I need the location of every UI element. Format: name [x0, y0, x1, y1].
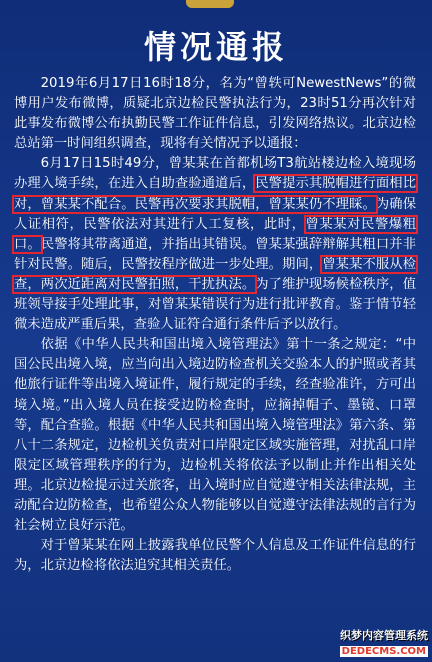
- watermark: [340, 629, 428, 658]
- paragraph-law: 依据《中华人民共和国出境入境管理法》第十一条之规定：“中国公民出境入境，应当向出入境边防检查机关交验本人的护照或者其他旅行证件等出境入境证件，履行规定的手续，经查验准许，方可出境入境。”出入境人员在接受边防检查时，应摘掉帽子、墨镜、口罩等，配合查验。根据《中华人民共和国出境入境管理法》第六条、第八十二条规定，边检机关负责对口岸限定区域实施管理，对扰乱口岸限定区域管理秩序的行为，边检机关将依法予以制止并作出相关处理。北京边检提示过关旅客，出入境时应自觉遵守相关法律法规，主动配合边防检查，也希望公众人物能够以自觉遵守法律法规的言行为社会树立良好示范。: [14, 337, 416, 534]
- highlight-hat-refusal: 民警提示其脱帽进行面相比对，曾某某不配合。民警再次要求其脱帽，曾某某仍不理睬。: [14, 176, 417, 212]
- notice-title: 情况通报: [143, 28, 288, 66]
- paragraph-accountability: 对于曾某某在网上披露我单位民警个人信息及工作证件信息的行为，北京边检将依法追究其相关责任。: [14, 538, 416, 574]
- emblem-badge-icon: [186, 0, 234, 8]
- incident-text-1: 6月17日15时49分，曾某某在首都机场T3航站楼边检入境现场办理入境手续，在进入自助查验通道后，: [14, 156, 416, 192]
- incident-text-2: 为确保人证相符，民警依法对其进行人工复核，此时，: [14, 196, 417, 232]
- watermark-line-1: 织梦内容管理系统: [340, 629, 428, 642]
- incident-text-4: 为了维护现场候检秩序，值班领导接手处理此事，对曾某某错误行为进行批评教育。鉴于情节轻微未造成严重后果，查验人证符合通行条件后予以放行。: [14, 276, 417, 333]
- highlight-swearing: 曾某某对民警爆粗口。: [14, 216, 417, 252]
- paragraph-intro: 2019年6月17日16时18分，名为“曾轶可NewestNews”的微博用户发布微博，质疑北京边检民警执法行为，23时51分再次针对此事发布微博公布执勤民警工作证件信息，引发网络热议。北京边检总站第一时间组织调查，现将有关情况予以通报：: [14, 76, 416, 152]
- paragraph-incident: [14, 154, 416, 335]
- incident-text-3: 民警将其带离通道，并指出其错误。曾某某强辞辩解其粗口并非针对民警。随后，民警按程序做进一步处理。期间，: [14, 236, 417, 272]
- notice-body: [14, 74, 416, 576]
- highlight-photographing: 曾某某不服从检查，两次近距离对民警拍照，干扰执法。: [14, 256, 416, 292]
- watermark-line-2: DEDECMS.COM: [341, 646, 426, 657]
